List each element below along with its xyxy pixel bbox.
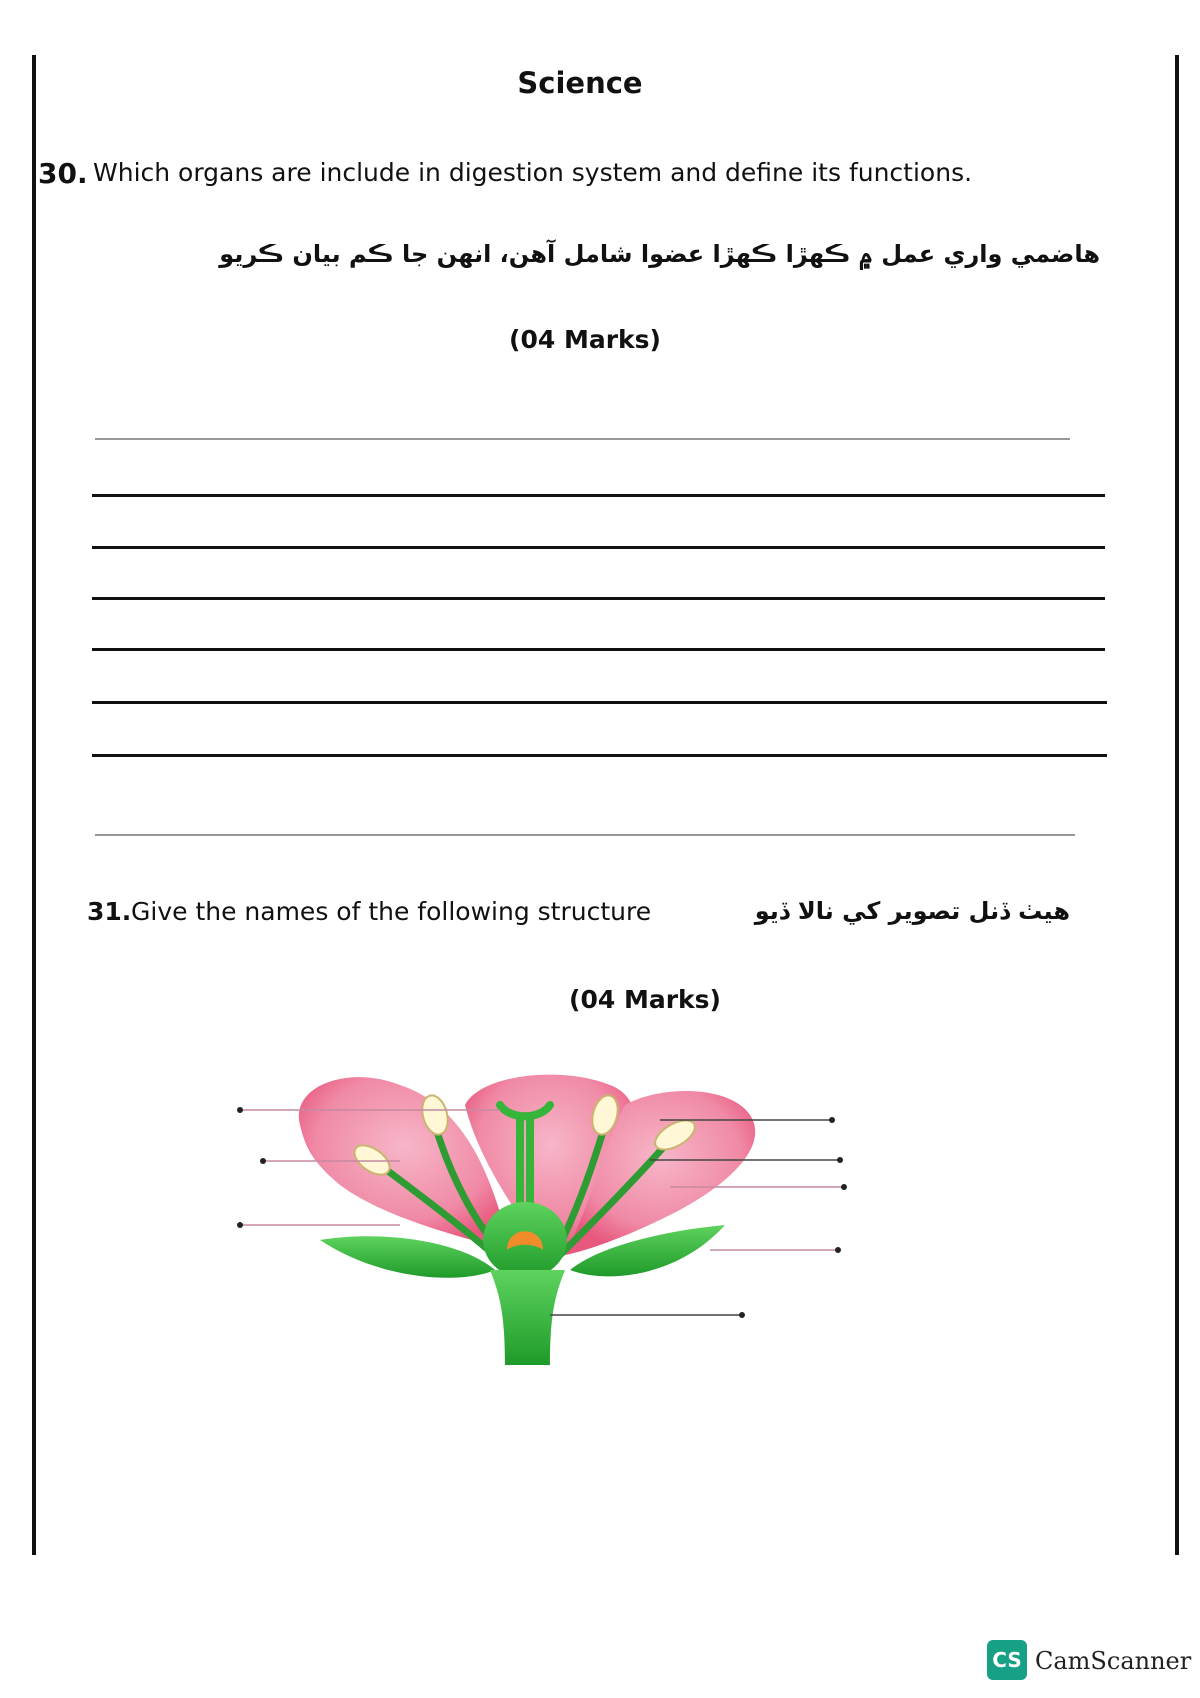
answer-line [92, 701, 1107, 704]
question-30-marks: (04 Marks) [509, 325, 661, 354]
right-border-line [1175, 55, 1179, 1555]
label-dot [837, 1157, 843, 1163]
question-31-marks: (04 Marks) [569, 985, 721, 1014]
question-30-number: 30. [38, 157, 88, 190]
question-31-text: Give the names of the following structure [131, 897, 652, 926]
label-dot [829, 1117, 835, 1123]
camscanner-name: CamScanner [1035, 1647, 1192, 1675]
label-dot [237, 1107, 243, 1113]
question-30-urdu-text: هاضمي واري عمل ۾ ڪهڙا ڪهڙا عضوا شامل آهن، انهن جا ڪم بيان ڪريو [219, 240, 1100, 268]
question-31-urdu-text: هيٺ ڏنل تصوير کي نالا ڏيو [754, 897, 1070, 925]
answer-line [92, 494, 1105, 497]
question-30-text: Which organs are include in digestion system and define its functions. [93, 158, 973, 187]
camscanner-logo: CS [987, 1640, 1027, 1680]
label-dot [835, 1247, 841, 1253]
answer-line [92, 648, 1105, 651]
answer-line [92, 754, 1107, 757]
answer-line [92, 597, 1105, 600]
flower-diagram [230, 1065, 950, 1385]
label-dot [260, 1158, 266, 1164]
receptacle-stalk [490, 1270, 565, 1365]
answer-line [95, 834, 1075, 836]
answer-line [92, 546, 1105, 549]
label-dot [841, 1184, 847, 1190]
left-border-line [32, 55, 36, 1555]
question-31-number: 31. [87, 897, 132, 926]
page-title: Science [517, 66, 643, 100]
label-dot [739, 1312, 745, 1318]
answer-line [95, 438, 1070, 440]
label-dot [237, 1222, 243, 1228]
sepal-left [320, 1236, 495, 1278]
